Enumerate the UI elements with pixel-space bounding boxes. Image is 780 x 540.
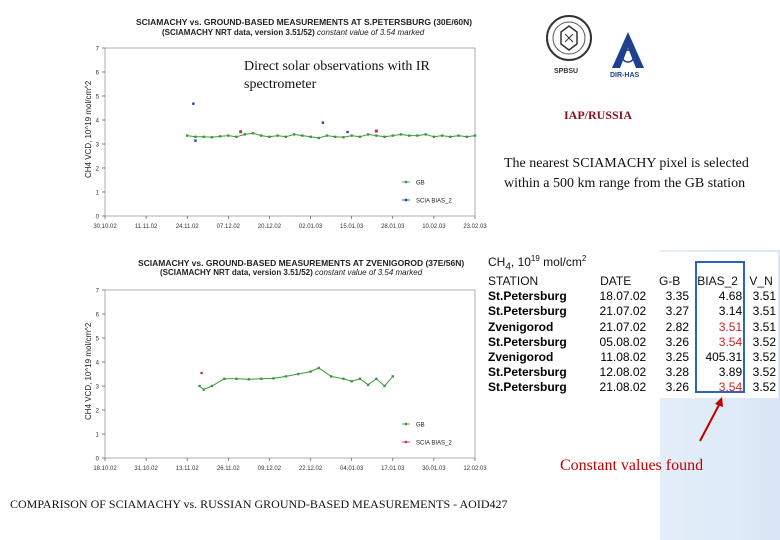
table-title-rest: mol/cm — [539, 255, 582, 269]
table-title-sub: 4 — [505, 261, 511, 273]
data-point — [322, 121, 324, 123]
y-tick-label: 7 — [95, 46, 99, 53]
data-point — [346, 131, 348, 133]
legend-swatch — [405, 199, 407, 201]
x-tick-label: 09.12.02 — [257, 466, 282, 472]
data-point — [268, 136, 270, 138]
chart1-ylabel: CH4 VCD, 10^19 mol/cm^2 — [84, 80, 93, 178]
data-point — [474, 134, 476, 136]
table-title-sup: 19 — [530, 254, 540, 263]
data-point — [383, 136, 385, 138]
nearest-pixel-note: The nearest SCIAMACHY pixel is selected within a 500 km range from the GB station — [504, 154, 749, 193]
station-cell: St.Petersburg — [488, 304, 567, 319]
vn-cell: 3.51 — [752, 304, 776, 319]
spbsu-logo-text: SPBSU — [554, 68, 579, 75]
iap-russia-label: IAP/RUSSIA — [564, 108, 633, 122]
chart1-subtitle — [162, 28, 424, 37]
date-cell: 21.08.02 — [599, 380, 647, 395]
data-point — [400, 133, 402, 135]
x-tick-label: 07.12.02 — [216, 224, 241, 230]
vn-cell: 3.52 — [752, 350, 776, 365]
chart2-subtitle — [160, 268, 422, 277]
data-point — [198, 385, 200, 387]
data-point — [367, 384, 369, 386]
y-tick-label: 0 — [95, 456, 99, 463]
bias-cell: 3.14 — [718, 304, 743, 319]
table-title-mid: , 10 — [510, 255, 531, 269]
data-point — [309, 370, 311, 372]
vn-cell: 3.51 — [752, 289, 776, 304]
legend-swatch — [405, 181, 407, 183]
y-tick-label: 5 — [95, 94, 99, 101]
x-tick-label: 28.01.03 — [381, 224, 405, 230]
bias-cell: 3.54 — [718, 380, 743, 395]
data-point — [202, 388, 204, 390]
legend-label: SCIA BIAS_2 — [416, 198, 452, 205]
date-cell: 05.08.02 — [599, 334, 647, 349]
x-tick-label: 18.10.02 — [93, 466, 117, 472]
y-tick-label: 2 — [95, 408, 99, 415]
y-tick-label: 0 — [95, 214, 99, 221]
data-point — [334, 136, 336, 138]
vn-cell: 3.51 — [752, 319, 776, 334]
chart2-title: SCIAMACHY vs. GROUND-BASED MEASUREMENTS AT ZVENIGOROD (37E/56N) — [138, 258, 465, 268]
y-tick-label: 6 — [95, 70, 99, 77]
data-point — [260, 134, 262, 136]
gb-cell: 3.26 — [665, 334, 690, 349]
data-point — [248, 378, 250, 380]
constant-values-note: Constant values found — [560, 457, 704, 474]
chart2-subtitle-text: (SCIAMACHY NRT data, version 3.51/52) — [160, 268, 313, 277]
legend-label: GB — [416, 180, 425, 187]
y-tick-label: 1 — [95, 190, 99, 197]
data-point — [309, 136, 311, 138]
data-point — [367, 133, 369, 135]
date-cell: 21.07.02 — [599, 304, 647, 319]
data-point — [244, 133, 246, 135]
gb-cell: 3.26 — [665, 380, 690, 395]
gb-cell: 3.27 — [665, 304, 690, 319]
page-bottom-title: COMPARISON OF SCIAMACHY vs. RUSSIAN GROUND-BASED MEASUREMENTS - AOID427 — [10, 497, 508, 511]
legend-swatch — [405, 423, 407, 425]
data-point — [350, 134, 352, 136]
x-tick-label: 02.01.03 — [298, 224, 323, 230]
data-point — [252, 132, 254, 134]
x-tick-label: 15.01.03 — [339, 224, 364, 230]
data-point — [202, 136, 204, 138]
data-point — [375, 134, 377, 136]
chart1-subtitle-note: constant value of 3.54 marked — [317, 28, 425, 37]
data-point — [359, 378, 361, 380]
data-point — [318, 367, 320, 369]
data-point — [392, 134, 394, 136]
highlight-point — [375, 130, 378, 133]
station-cell: St.Petersburg — [488, 289, 567, 304]
y-tick-label: 5 — [95, 336, 99, 343]
station-cell: St.Petersburg — [488, 334, 567, 349]
data-point — [449, 136, 451, 138]
dlr-logo-icon — [608, 30, 648, 72]
data-point — [342, 136, 344, 138]
data-point — [276, 134, 278, 136]
data-point — [285, 136, 287, 138]
x-tick-label: 04.01.03 — [339, 466, 364, 472]
vn-cell: 3.52 — [752, 334, 776, 349]
legend-label: GB — [416, 422, 425, 429]
data-point — [424, 133, 426, 135]
data-point — [186, 134, 188, 136]
data-point — [433, 136, 435, 138]
table-title-ch: CH — [488, 255, 506, 269]
station-cell: St.Petersburg — [488, 380, 567, 395]
chart2-ylabel: CH4 VCD, 10^19 mol/cm^2 — [84, 322, 93, 420]
bias-cell: 4.68 — [718, 289, 743, 304]
data-point — [211, 136, 213, 138]
data-point — [235, 378, 237, 380]
y-tick-label: 6 — [95, 312, 99, 319]
station-cell: St.Petersburg — [488, 365, 567, 380]
station-cell: Zvenigorod — [488, 319, 554, 334]
arrow-icon — [696, 395, 726, 445]
x-tick-label: 17.01.03 — [381, 466, 405, 472]
data-point — [293, 133, 295, 135]
x-tick-label: 11.11.02 — [134, 224, 158, 230]
table-title-sup2: 2 — [581, 254, 587, 263]
x-tick-label: 30.01.03 — [422, 466, 446, 472]
data-point — [350, 380, 352, 382]
data-point — [457, 134, 459, 136]
bias-cell: 3.51 — [718, 319, 743, 334]
date-cell: 21.07.02 — [599, 319, 647, 334]
bias-cell: 405.31 — [705, 350, 743, 365]
bias-cell: 3.89 — [718, 365, 743, 380]
data-point — [200, 372, 202, 374]
data-point — [330, 375, 332, 377]
chart2-plot — [90, 282, 490, 482]
data-point — [326, 134, 328, 136]
highlight-point — [239, 130, 242, 133]
bias-cell: 3.54 — [718, 334, 743, 349]
data-point — [416, 134, 418, 136]
x-tick-label: 23.02.03 — [463, 224, 487, 230]
data-point — [272, 377, 274, 379]
direct-obs-note: Direct solar observations with IR spectrometer — [244, 58, 444, 94]
data-point — [318, 137, 320, 139]
data-point — [235, 136, 237, 138]
data-point — [227, 134, 229, 136]
legend-swatch — [405, 441, 407, 443]
y-tick-label: 1 — [95, 432, 99, 439]
col-header-date: DATE — [600, 274, 632, 288]
x-tick-label: 20.12.02 — [257, 224, 282, 230]
bias-highlight-box — [695, 261, 745, 393]
gb-cell: 3.35 — [665, 289, 690, 304]
gb-cell: 3.28 — [665, 365, 690, 380]
col-header-vn: V_N — [749, 274, 773, 288]
y-tick-label: 2 — [95, 166, 99, 173]
col-header-gb: G-B — [658, 274, 681, 288]
data-point — [211, 385, 213, 387]
col-header-bias: BIAS_2 — [697, 274, 738, 288]
data-point — [285, 375, 287, 377]
data-point — [219, 135, 221, 137]
date-cell: 11.08.02 — [600, 350, 647, 365]
data-point — [392, 375, 394, 377]
vn-cell: 3.52 — [752, 380, 776, 395]
x-tick-label: 30.10.02 — [93, 224, 117, 230]
x-tick-label: 13.11.02 — [175, 466, 199, 472]
y-tick-label: 7 — [95, 288, 99, 295]
data-point — [297, 373, 299, 375]
spbsu-logo-icon — [545, 14, 593, 66]
station-cell: Zvenigorod — [488, 350, 554, 365]
date-cell: 18.07.02 — [599, 289, 647, 304]
dlr-logo-text: DIR-HAS — [610, 72, 640, 79]
data-point — [194, 139, 196, 141]
chart1-title: SCIAMACHY vs. GROUND-BASED MEASUREMENTS AT S.PETERSBURG (30E/60N) — [136, 17, 473, 27]
vn-cell: 3.52 — [752, 365, 776, 380]
y-tick-label: 4 — [95, 360, 99, 367]
data-point — [466, 136, 468, 138]
table-title — [488, 254, 586, 272]
x-tick-label: 31.10.02 — [134, 466, 158, 472]
data-point — [359, 136, 361, 138]
x-tick-label: 26.11.02 — [216, 466, 240, 472]
data-point — [408, 134, 410, 136]
y-tick-label: 3 — [95, 142, 99, 149]
chart2-subtitle-note: constant value of 3.54 marked — [315, 268, 423, 277]
y-tick-label: 3 — [95, 384, 99, 391]
data-point — [301, 134, 303, 136]
data-point — [383, 385, 385, 387]
gb-cell: 2.82 — [665, 319, 690, 334]
y-tick-label: 4 — [95, 118, 99, 125]
data-point — [375, 378, 377, 380]
gb-cell: 3.25 — [665, 350, 690, 365]
x-tick-label: 22.12.02 — [298, 466, 323, 472]
data-point — [441, 134, 443, 136]
legend-label: SCIA BIAS_2 — [416, 440, 452, 447]
col-header-station: STATION — [488, 274, 539, 288]
chart1-subtitle-text: (SCIAMACHY NRT data, version 3.51/52) — [162, 28, 315, 37]
x-tick-label: 24.11.02 — [175, 224, 199, 230]
data-point — [192, 102, 194, 104]
data-point — [194, 136, 196, 138]
data-point — [223, 378, 225, 380]
data-point — [342, 378, 344, 380]
x-tick-label: 10.02.03 — [422, 224, 446, 230]
data-point — [260, 378, 262, 380]
date-cell: 12.08.02 — [599, 365, 647, 380]
x-tick-label: 12.02.03 — [463, 466, 487, 472]
